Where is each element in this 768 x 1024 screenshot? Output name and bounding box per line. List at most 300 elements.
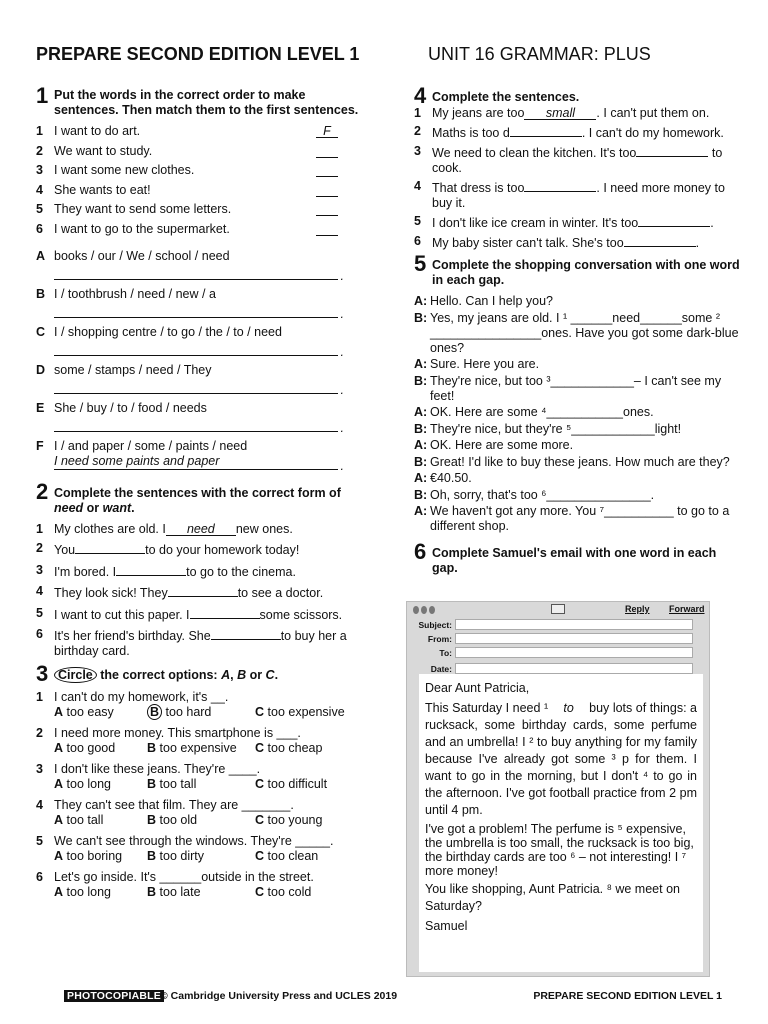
left-column [36,83,366,906]
numbered-item [414,234,744,251]
sentence-start: Maths is too d [432,126,510,140]
item-number: 4 [36,584,43,598]
answer-blank[interactable] [524,179,596,192]
forward-link[interactable]: Forward [669,604,705,614]
letter-item-prompt [36,249,366,264]
question-text: I can't do my homework, it's __. [54,689,229,704]
jumbled-words: I / toothbrush / need / new / a [54,286,216,301]
item-sentence [54,606,366,623]
match-answer-blank[interactable]: F [316,124,338,138]
item-sentence [54,541,366,558]
letter-item-prompt [36,363,366,378]
question-text: I don't like these jeans. They're ____. [54,761,261,776]
sentence-end: to do your homework today! [145,543,300,557]
jumbled-words: books / our / We / school / need [54,248,230,263]
sentence-start: My jeans are too [432,106,525,120]
subject-field [411,618,693,631]
numbered-item [414,144,744,176]
from-label: From: [427,633,452,644]
match-answer-blank[interactable] [316,183,338,197]
email-text: to go in the afternoon. I've got football practice from 2 pm until 4 pm. [425,769,697,817]
email-text: for them. I want to go in the morning, but I don't ⁴ [425,752,697,783]
circle-word: Circle [54,667,97,683]
item-letter: E [36,400,45,415]
question-text: I need more money. This smartphone is ___. [54,725,301,740]
option-letter: C [255,812,265,827]
item-number: 6 [36,627,43,641]
option-b[interactable] [147,849,255,864]
window-controls [413,606,435,614]
section-1-letter-items [36,249,366,470]
email-greeting: Dear Aunt Patricia, [425,681,530,695]
option-text: too cheap [267,740,323,755]
answer-options [54,885,366,900]
section-6-heading [414,539,744,576]
item-letter: F [36,438,44,453]
letter-item [36,325,366,356]
sentence-end: . [695,236,700,250]
letter-item [36,401,366,432]
conversation-line [414,357,744,372]
option-c[interactable] [255,885,311,900]
answer-line[interactable] [54,302,338,318]
photocopiable-badge: PHOTOCOPIABLE [64,990,164,1002]
from-input[interactable] [455,633,693,644]
conversation-line [414,405,744,420]
option-c[interactable] [255,705,345,720]
item-number: 4 [36,182,43,197]
question-item [36,870,366,900]
to-field [411,646,693,659]
email-gap-answer: to [563,701,574,715]
option-text: too expensive [159,740,237,755]
item-number: 6 [36,869,43,884]
email-header-fields [411,618,693,676]
envelope-icon [551,604,565,614]
conversation-line [414,438,744,453]
item-number: 2 [36,725,43,740]
option-c[interactable] [255,741,322,756]
option-b-label: B [237,667,247,682]
to-label: To: [439,647,452,658]
answer-line[interactable] [54,378,338,394]
reply-link[interactable]: Reply [625,604,650,614]
speaker-text: Great! I'd like to buy these jeans. How much are they? [430,454,730,469]
item-text: I want to go to the supermarket. [54,221,230,236]
instruction-text: Complete the sentences with the correct form of [54,485,341,500]
option-a[interactable] [54,741,147,756]
speaker-text: Oh, sorry, that's too ⁶_______________. [430,487,655,502]
letter-item-prompt [36,325,366,340]
section-number: 5 [414,251,427,276]
section-4-heading [414,83,744,108]
option-text: too easy [66,704,114,719]
numbered-item [414,106,744,121]
email-signature: Samuel [425,919,468,933]
email-text: buy lots of things: a rucksack, some birthday cards, some perfume and an umbrella! I ² [425,701,697,749]
conversation-line [414,471,744,486]
instruction-word-want: want [102,500,132,515]
section-5-conversation [414,294,744,534]
item-number: 2 [36,143,43,158]
option-c[interactable] [255,813,322,828]
unit-title: UNIT 16 GRAMMAR: PLUS [428,44,651,64]
item-number: 1 [414,106,421,120]
item-number: 3 [414,144,421,158]
option-letter: C [255,704,265,719]
email-window [406,601,710,977]
answer-blank[interactable] [624,234,696,247]
section-2-items [36,522,366,660]
speaker-label: A: [414,438,428,452]
sentence-start: I want to cut this paper. I [54,607,190,622]
email-paragraph-3: You like shopping, Aunt Patricia. ⁸ we meet on Saturday? [425,882,680,913]
numbered-item [36,563,366,580]
item-number: 1 [36,689,43,704]
option-letter: C [255,740,265,755]
letter-item [36,439,366,470]
option-letter: A [54,884,64,899]
sentence-end: . I can't do my homework. [581,126,724,140]
instruction-sep: or [246,667,266,682]
speaker-label: B: [414,310,428,325]
speaker-text: Sure. Here you are. [430,357,540,371]
sentence-start: I'm bored. I [54,564,117,579]
letter-item [36,249,366,280]
item-letter: A [36,248,46,263]
item-sentence [432,144,744,176]
speaker-label: A: [414,405,428,419]
question-text: Let's go inside. It's ______outside in the street. [54,869,314,884]
speaker-text: OK. Here are some ⁴___________ones. [430,405,654,419]
speaker-text: Yes, my jeans are old. I ¹ ______need______some ² ________________ones. Have you got some dark-blue ones? [430,310,739,355]
answer-blank[interactable]: small [524,107,596,120]
letter-item [36,363,366,394]
numbered-item [414,179,744,211]
match-answer-blank[interactable] [316,144,338,158]
section-instructions: Complete the sentences. [432,90,580,104]
sentence-end: new ones. [235,521,293,536]
option-letter: A [54,776,64,791]
question-prompt [36,870,366,885]
conversation-line [414,294,744,309]
section-number: 4 [414,83,427,108]
section-instructions [54,482,341,516]
sentence-end: to cook. [432,146,723,175]
answer-options [54,777,366,792]
section-5-heading [414,251,744,288]
option-text: too long [66,884,111,899]
book-title: PREPARE SECOND EDITION LEVEL 1 [36,44,360,64]
option-text: too cold [267,884,312,899]
sentence-end: . I can't put them on. [596,106,710,120]
sentence-start: I don't like ice cream in winter. It's too [432,216,639,230]
option-a[interactable] [54,813,147,828]
answer-blank[interactable] [636,144,708,157]
item-sentence [54,627,366,659]
numbered-item [414,214,744,231]
question-prompt [36,690,366,705]
answer-line[interactable] [54,340,338,356]
option-letter: B [147,884,157,899]
speaker-text: They're nice, but too ³____________– I can't see my feet! [430,373,722,403]
answer-blank[interactable] [116,563,186,576]
item-sentence [54,522,366,537]
option-a[interactable] [54,705,147,720]
option-letter: B [147,776,157,791]
sentence-end: some scissors. [259,607,343,622]
jumbled-words: I / shopping centre / to go / the / to / need [54,324,282,339]
numbered-item [414,124,744,141]
section-2-heading [36,478,366,516]
item-number: 2 [36,541,43,555]
speaker-text: Hello. Can I help you? [430,294,553,308]
section-instructions: Complete Samuel's email with one word in each gap. [432,546,717,575]
item-number: 5 [414,214,421,228]
copyright-text: © Cambridge University Press and UCLES 2019 [160,990,398,1002]
section-instructions: Complete the shopping conversation with one word in each gap. [432,258,740,287]
conversation-line [414,488,744,503]
item-text: We want to study. [54,143,153,158]
date-input[interactable] [455,663,693,674]
footer-book-title: PREPARE SECOND EDITION LEVEL 1 [533,990,722,1002]
section-number: 1 [36,83,49,108]
question-text: They can't see that film. They are _______. [54,797,294,812]
jumbled-words: She / buy / to / food / needs [54,400,207,415]
option-text: too young [267,812,323,827]
option-letter: A [54,740,64,755]
letter-item-prompt [36,439,366,454]
option-text: too tall [159,776,197,791]
instruction-joiner: or [83,500,103,515]
answer-blank[interactable] [510,124,582,137]
email-paragraph-2: I've got a problem! The perfume is ⁵ expensive, the umbrella is too small, the rucksack is too big, the birthday cards are too ⁶ – not interesting! I ⁷ more money! [425,822,694,878]
item-number: 4 [36,797,43,812]
answer-blank[interactable] [168,584,238,597]
sentence-start: It's her friend's birthday. She [54,629,211,643]
numbered-item [36,124,366,139]
sentence-start: That dress is too [432,181,525,195]
option-text: too difficult [267,776,328,791]
section-number: 3 [36,660,49,686]
subject-input[interactable] [455,619,693,630]
item-number: 6 [414,234,421,248]
letter-item-prompt [36,401,366,416]
speaker-label: B: [414,487,428,502]
numbered-item [36,541,366,558]
numbered-item [36,163,366,178]
item-text: They want to send some letters. [54,202,232,216]
answer-blank[interactable] [75,541,145,554]
from-field [411,632,693,645]
answer-options [54,705,366,720]
item-sentence [432,179,744,211]
item-sentence [54,584,366,601]
item-sentence [432,214,744,231]
email-text: This Saturday I need ¹ [425,701,549,715]
sentence-start: You [54,543,76,557]
option-text: too clean [267,848,319,863]
section-4-items [414,106,744,251]
match-answer-blank[interactable] [316,222,338,236]
sentence-start: My baby sister can't talk. She's too [432,236,624,250]
date-label: Date: [430,663,452,674]
numbered-item [36,202,366,217]
speaker-text: OK. Here are some more. [430,438,574,452]
option-letter: A [54,812,64,827]
item-sentence [432,234,744,251]
question-prompt [36,726,366,741]
sentence-end: to buy her a birthday card. [54,629,347,658]
item-number: 3 [36,761,43,776]
instruction-sep: , [230,667,238,682]
page-footer [64,990,722,1004]
item-number: 1 [36,521,43,536]
match-answer-blank[interactable] [316,163,338,177]
answer-options [54,849,366,864]
email-text: to buy anything for my family because I've already got some ³ p [425,735,697,766]
speaker-text: We haven't got any more. You ⁷__________ to go to a different shop. [430,504,730,533]
letter-item-prompt [36,287,366,302]
instruction-period: . [274,667,279,682]
instruction-text: the correct options: [96,667,222,682]
answer-options [54,813,366,828]
option-c[interactable] [255,849,318,864]
option-letter: C [255,776,265,791]
to-input[interactable] [455,647,693,658]
option-text: too dirty [159,848,204,863]
numbered-item [36,222,366,237]
option-text: too hard [165,704,212,719]
match-answer-blank[interactable] [316,202,338,216]
option-b[interactable] [147,705,255,720]
answer-blank[interactable] [190,606,260,619]
section-number: 2 [36,478,49,504]
item-letter: C [36,324,46,339]
option-b[interactable] [147,885,255,900]
sentence-end: . I need more money to buy it. [432,181,725,210]
option-text: too boring [66,848,123,863]
option-text: too expensive [267,704,345,719]
item-sentence [54,563,366,580]
speaker-text: €40.50. [430,471,472,485]
sentence-end: to see a doctor. [237,586,324,600]
speaker-label: B: [414,373,428,388]
option-c-label: C [265,667,275,682]
sentence-start: We need to clean the kitchen. It's too [432,146,637,160]
option-text: too old [159,812,198,827]
option-b[interactable] [147,813,255,828]
instruction-word-need: need [54,500,84,515]
question-item [36,690,366,720]
email-paragraph-1 [425,700,697,819]
item-text: I want some new clothes. [54,163,195,177]
subject-label: Subject: [418,619,452,630]
numbered-item [36,606,366,623]
answer-blank[interactable]: need [166,523,236,536]
section-3-heading [36,660,366,686]
section-instructions: Put the words in the correct order to make sentences. Then match them to the first sentences. [54,88,359,117]
option-a[interactable] [54,777,147,792]
option-text: too long [66,776,111,791]
question-item [36,834,366,864]
speaker-label: A: [414,357,428,371]
option-b[interactable] [147,777,255,792]
speaker-label: A: [414,504,428,518]
conversation-line [414,455,744,470]
answer-blank[interactable] [638,214,710,227]
jumbled-words: I / and paper / some / paints / need [54,438,248,453]
answer-options [54,741,366,756]
jumbled-words: some / stamps / need / They [54,362,212,377]
conversation-line [414,504,744,534]
question-item [36,762,366,792]
conversation-line [414,311,744,356]
numbered-item [36,183,366,198]
answer-blank[interactable] [211,627,281,640]
page-header [36,44,732,68]
speaker-label: B: [414,421,428,436]
option-letter: A [54,848,64,863]
option-letter: B [147,812,157,827]
option-b[interactable] [147,741,255,756]
sentence-start: My clothes are old. I [54,521,166,536]
item-letter: B [36,286,46,301]
section-instructions [54,664,278,683]
sentence-start: They look sick! They [54,586,168,600]
option-a[interactable] [54,849,147,864]
numbered-item [36,584,366,601]
option-text: too good [66,740,116,755]
option-text: too late [159,884,201,899]
option-a[interactable] [54,885,147,900]
answer-line[interactable] [54,264,338,280]
item-text: She wants to eat! [54,182,151,197]
item-number: 3 [36,163,43,177]
conversation-line [414,422,744,437]
answer-line[interactable]: I need some paints and paper . [54,454,338,470]
question-item [36,798,366,828]
item-number: 6 [36,221,43,236]
speaker-text: They're nice, but they're ⁵____________light! [430,421,682,436]
numbered-item [36,627,366,659]
option-letter: B [147,704,162,720]
item-text: I want to do art. [54,124,141,138]
speaker-label: B: [414,454,428,469]
item-number: 5 [36,833,43,848]
item-number: 4 [414,179,421,193]
option-letter: B [147,740,157,755]
email-body [419,674,703,972]
sentence-end: to go to the cinema. [186,564,296,579]
question-prompt [36,834,366,849]
option-c[interactable] [255,777,327,792]
item-number: 2 [414,124,421,138]
item-sentence [432,106,744,121]
numbered-item [36,144,366,159]
option-a-label: A [221,667,231,682]
numbered-item [36,522,366,537]
question-prompt [36,798,366,813]
question-item [36,726,366,756]
letter-item [36,287,366,318]
instruction-period: . [131,500,135,515]
item-number: 5 [36,202,43,216]
option-letter: A [54,704,64,719]
section-3-items [36,690,366,900]
answer-line[interactable] [54,416,338,432]
email-toolbar [407,602,709,617]
